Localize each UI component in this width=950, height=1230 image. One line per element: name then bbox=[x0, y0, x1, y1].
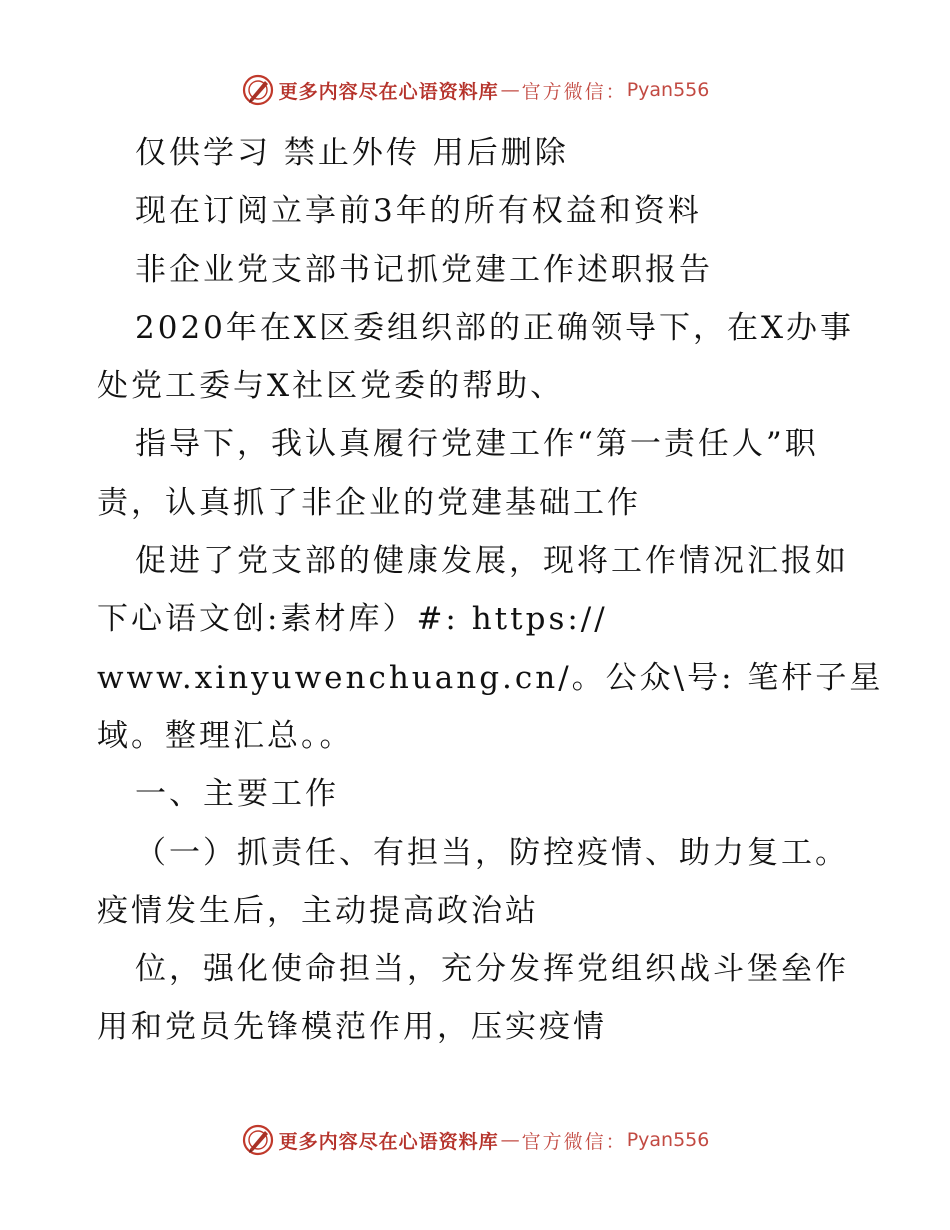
section-heading: 一、主要工作 bbox=[135, 776, 339, 813]
body-line: 域。整理汇总。。 bbox=[97, 717, 354, 754]
body-line: 用和党员先锋模范作用，压实疫情 bbox=[97, 1009, 607, 1046]
pen-seal-logo-icon bbox=[241, 1123, 275, 1157]
banner-site-name: 更多内容尽在心语资料库 bbox=[278, 80, 499, 103]
banner-wechat-id: Pyan556 bbox=[626, 1129, 710, 1151]
pen-seal-logo-icon bbox=[241, 73, 275, 107]
banner-wechat-id: Pyan556 bbox=[626, 79, 710, 101]
banner-dash: — bbox=[500, 1129, 520, 1151]
body-line: 促进了党支部的健康发展，现将工作情况汇报如 bbox=[135, 543, 849, 580]
body-line: 仅供学习 禁止外传 用后删除 bbox=[135, 135, 569, 171]
body-line: 2020年在X区委组织部的正确领导下，在X办事 bbox=[135, 309, 855, 346]
body-line: 责，认真抓了非企业的党建基础工作 bbox=[97, 484, 641, 521]
banner-dash: — bbox=[500, 79, 520, 101]
document-body bbox=[97, 124, 884, 1057]
body-line: 下心语文创:素材库）#: https:// bbox=[97, 601, 608, 638]
body-line: 疫情发生后，主动提高政治站 bbox=[97, 892, 539, 929]
body-line: www.xinyuwenchuang.cn/。公众\号: 笔杆子星 bbox=[97, 659, 884, 696]
banner-wechat-label: 官方微信： bbox=[521, 80, 627, 103]
body-line: 指导下，我认真履行党建工作“第一责任人”职 bbox=[135, 426, 819, 463]
banner-wechat-label: 官方微信： bbox=[521, 1130, 627, 1153]
body-line: 位，强化使命担当，充分发挥党组织战斗堡垒作 bbox=[135, 951, 849, 988]
body-line: 非企业党支部书记抓党建工作述职报告 bbox=[135, 251, 713, 288]
body-line: （一）抓责任、有担当，防控疫情、助力复工。 bbox=[135, 834, 849, 871]
banner-site-name: 更多内容尽在心语资料库 bbox=[278, 1130, 499, 1153]
body-line: 现在订阅立享前3年的所有权益和资料 bbox=[135, 193, 702, 230]
body-line: 处党工委与X社区党委的帮助、 bbox=[97, 368, 565, 405]
footer-watermark-banner bbox=[0, 1120, 950, 1160]
header-watermark-banner bbox=[0, 70, 950, 110]
